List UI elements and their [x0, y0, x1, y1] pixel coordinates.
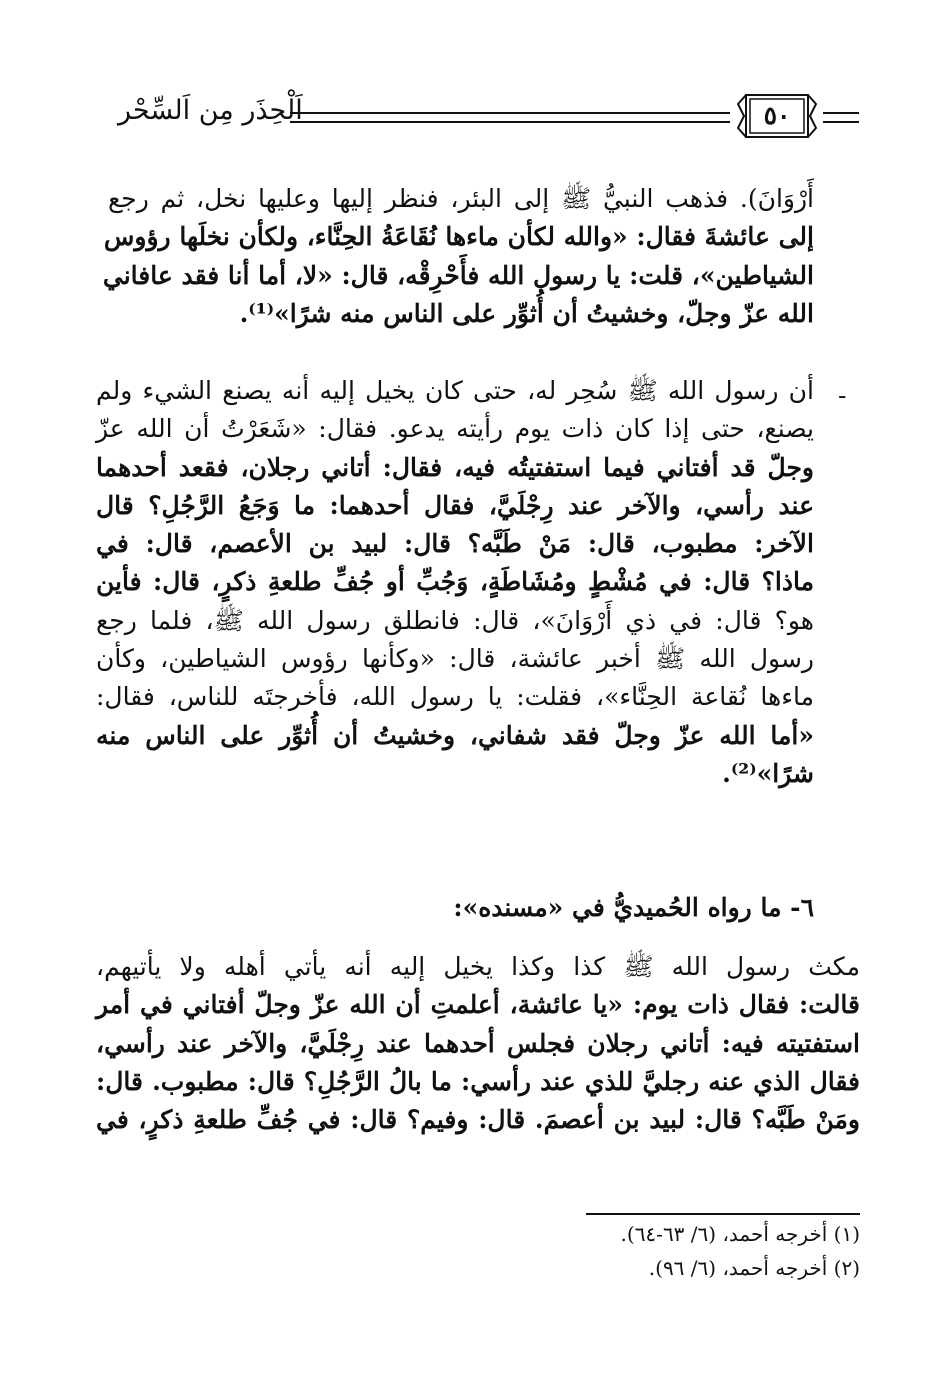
text-line: ومَنْ طَبَّه؟ قال: لبيد بن أعصمَ. قال: وفيم؟ قال: في جُفِّ طلعةِ ذكرٍ، في — [96, 1105, 860, 1135]
page-number: ٥٠ — [763, 101, 791, 130]
text-line: إلى عائشةَ فقال: «والله لكأن ماءها نُقَاعَةُ الحِنَّاء، ولكأن نخلَها رؤوس — [103, 222, 814, 252]
text-line: شرًا»⁽²⁾. — [722, 758, 814, 788]
text-line: ماءها نُقاعة الحِنَّاء»، فقلت: يا رسول الله، فأخرجتَه للناس، فقال: — [96, 682, 814, 712]
header-double-rule-right — [823, 112, 859, 123]
footnote-1: (١) أخرجه أحمد، (٦/ ٦٣-٦٤). — [620, 1222, 860, 1246]
paragraph-hadith — [96, 372, 814, 793]
text-line: أن رسول الله ﷺ سُحِر له، حتى كان يخيل إليه أنه يصنع الشيء ولم — [96, 376, 814, 405]
running-header-title: اَلْحِذَر مِن اَلسِّحْر — [118, 95, 303, 126]
footnote-separator — [586, 1213, 860, 1215]
text-line: الشياطين»، قلت: يا رسول الله فأَحْرِقْه، قال: «لا، أما أنا فقد عافاني — [102, 260, 814, 290]
text-line: رسول الله ﷺ أخبر عائشة، قال: «وكأنها رؤوس الشياطين، وكأن — [96, 644, 814, 674]
text-line: عند رأسي، والآخر عند رِجْلَيَّ، فقال أحدهما: ما وَجَعُ الرَّجُلِ؟ قال — [96, 490, 814, 520]
footnote-2: (٢) أخرجه أحمد، (٦/ ٩٦). — [648, 1256, 860, 1280]
text-line: استفتيته فيه: أتاني رجلان فجلس أحدهما عند رِجْلَيَّ، والآخر عند رأسي، — [96, 1028, 860, 1058]
text-line: وجلّ قد أفتاني فيما استفتيتُه فيه، فقال: أتاني رجلان، فقعد أحدهما — [96, 452, 814, 482]
text-line: مكث رسول الله ﷺ كذا وكذا يخيل إليه أنه يأتي أهله ولا يأتيهم، — [96, 952, 860, 981]
paragraph-continuation — [102, 180, 814, 333]
header-double-rule-left — [290, 112, 730, 123]
text-line: فقال الذي عنه رجليَّ للذي عند رأسي: ما بالُ الرَّجُلِ؟ قال: مطبوب. قال: — [96, 1066, 860, 1096]
paragraph-humaydi — [96, 948, 860, 1139]
text-line: الله عزّ وجلّ، وخشيتُ أن أُثوِّر على الناس منه شرًا»⁽¹⁾. — [239, 298, 814, 328]
text-line: قالت: فقال ذات يوم: «يا عائشة، أعلمتِ أن الله عزّ وجلّ أفتاني في أمر — [96, 990, 860, 1020]
text-line: أَرْوَانَ). فذهب النبيُّ ﷺ إلى البئر، فنظر إليها وعليها نخل، ثم رجع — [108, 184, 814, 213]
page-number-frame — [736, 92, 818, 140]
text-line: ماذا؟ قال: في مُشْطٍ ومُشَاطَةٍ، وَجُبِّ أو جُفِّ طلعةِ ذكرٍ، قال: فأين — [96, 567, 814, 597]
list-dash-marker: - — [838, 381, 847, 410]
text-line: هو؟ قال: في ذي أَرْوَانَ»، قال: فانطلق رسول الله ﷺ، فلما رجع — [96, 605, 814, 635]
text-line: «أما الله عزّ وجلّ فقد شفاني، وخشيتُ أن أُثوِّر على الناس منه — [96, 720, 814, 750]
text-line: الآخر: مطبوب، قال: مَنْ طَبَّه؟ قال: لبيد بن الأعصم، قال: في — [96, 529, 814, 559]
text-line: يصنع، حتى إذا كان ذات يوم رأيته يدعو. فقال: «شَعَرْتُ أن الله عزّ — [96, 414, 814, 444]
section-heading: ٦- ما رواه الحُميديُّ في «مسنده»: — [453, 893, 814, 922]
